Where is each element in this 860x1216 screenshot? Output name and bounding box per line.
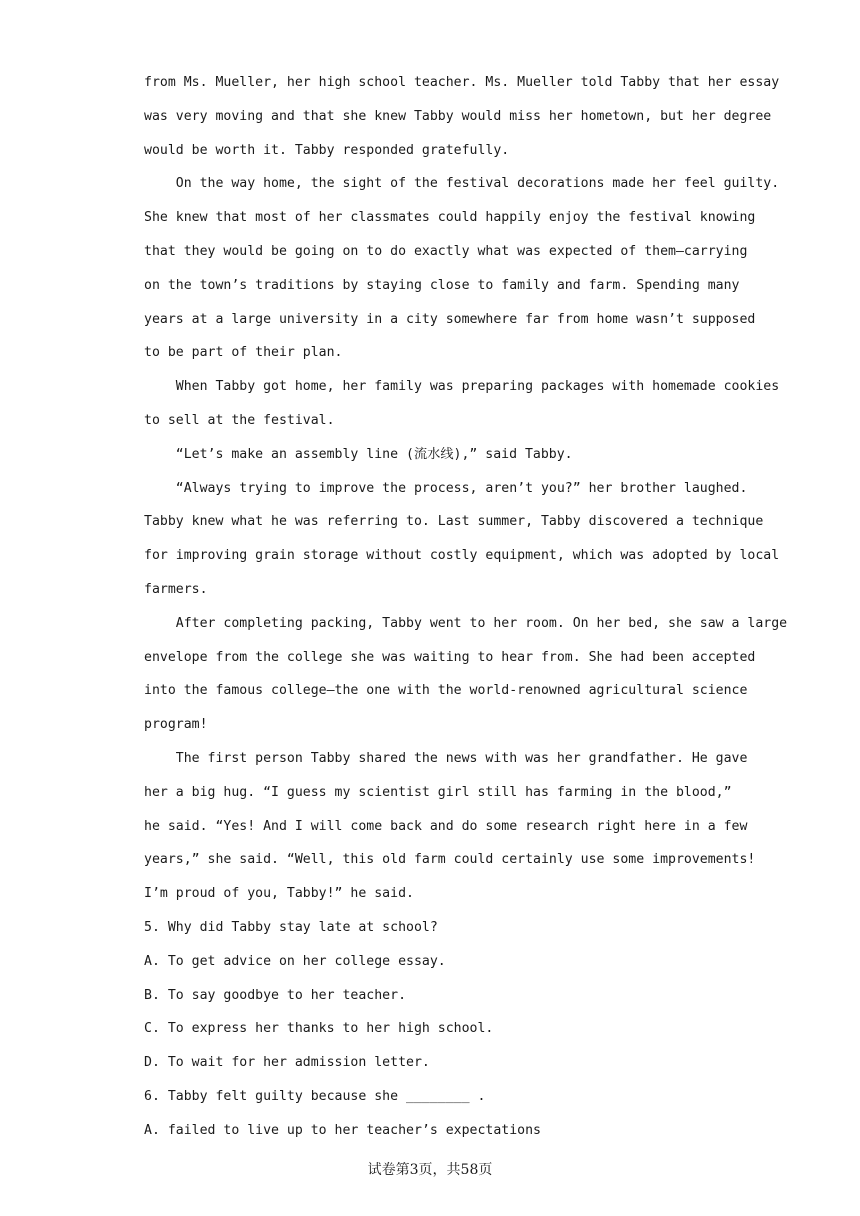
reading-passage (144, 66, 788, 1148)
passage-line: years at a large university in a city somewhere far from home wasn’t supposed (144, 311, 756, 327)
passage-line: was very moving and that she knew Tabby would miss her hometown, but her degree (144, 108, 772, 124)
passage-line: The first person Tabby shared the news with was her grandfather. He gave (144, 750, 748, 766)
page-footer: 试卷第3页，共58页 (367, 1162, 493, 1178)
passage-line: he said. “Yes! And I will come back and do some research right here in a few (144, 818, 748, 834)
question-5-option-c: C. To express her thanks to her high school. (144, 1021, 494, 1037)
passage-line: Tabby knew what he was referring to. Last summer, Tabby discovered a technique (144, 514, 764, 530)
passage-line: When Tabby got home, her family was preparing packages with homemade cookies (144, 379, 780, 395)
question-6-option-a: A. failed to live up to her teacher’s expectations (144, 1122, 541, 1138)
passage-line: to sell at the festival. (144, 412, 335, 428)
passage-line: program! (144, 717, 208, 733)
passage-line: “Let’s make an assembly line (流水线),” said Tabby. (144, 446, 573, 462)
passage-line: I’m proud of you, Tabby!” he said. (144, 886, 414, 902)
passage-line: farmers. (144, 581, 208, 597)
question-5-option-a: A. To get advice on her college essay. (144, 953, 446, 969)
passage-line: “Always trying to improve the process, aren’t you?” her brother laughed. (144, 480, 748, 496)
passage-line: to be part of their plan. (144, 345, 343, 361)
passage-line: on the town’s traditions by staying close to family and farm. Spending many (144, 277, 740, 293)
passage-line: After completing packing, Tabby went to her room. On her bed, she saw a large (144, 615, 788, 631)
passage-line: would be worth it. Tabby responded gratefully. (144, 142, 510, 158)
question-5-option-b: B. To say goodbye to her teacher. (144, 987, 407, 1003)
passage-line: into the famous college—the one with the world-renowned agricultural science (144, 683, 748, 699)
passage-line: envelope from the college she was waiting to hear from. She had been accepted (144, 649, 756, 665)
passage-line: her a big hug. “I guess my scientist girl still has farming in the blood,” (144, 784, 732, 800)
passage-line: from Ms. Mueller, her high school teacher. Ms. Mueller told Tabby that her essay (144, 75, 780, 90)
question-5-option-d: D. To wait for her admission letter. (144, 1055, 430, 1071)
passage-line: She knew that most of her classmates could happily enjoy the festival knowing (144, 210, 756, 226)
question-6-stem: 6. Tabby felt guilty because she ________ . (144, 1088, 486, 1104)
passage-line: for improving grain storage without costly equipment, which was adopted by local (144, 548, 780, 564)
passage-line: On the way home, the sight of the festival decorations made her feel guilty. (144, 176, 780, 192)
passage-line: that they would be going on to do exactly what was expected of them—carrying (144, 243, 748, 259)
passage-line: years,” she said. “Well, this old farm could certainly use some improvements! (144, 852, 756, 868)
question-5-stem: 5. Why did Tabby stay late at school? (144, 919, 438, 935)
